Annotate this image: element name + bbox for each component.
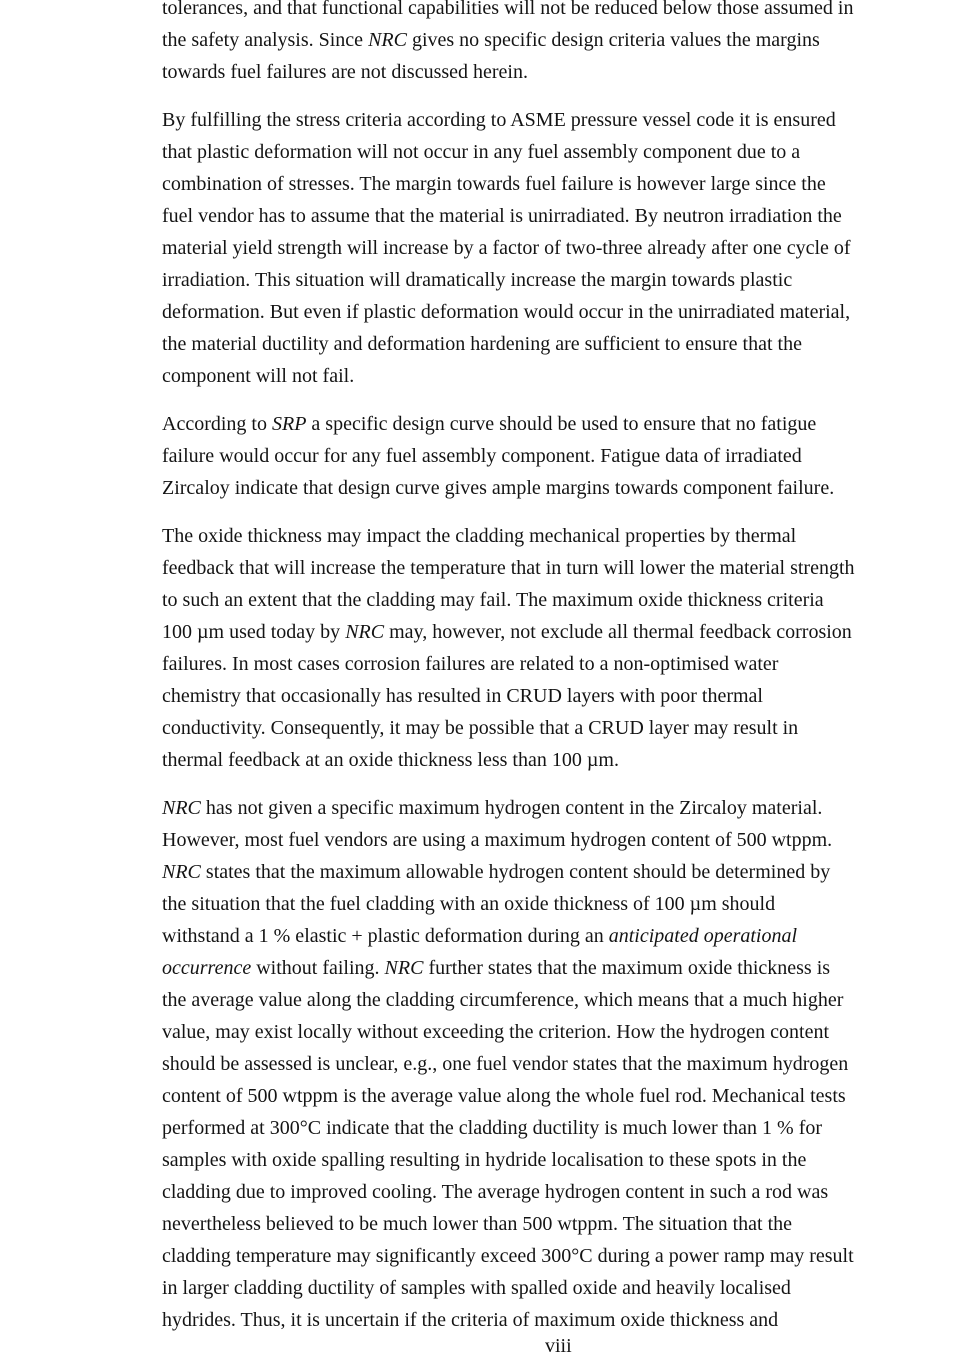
text-segment: conductivity. Consequently, it may be possible that a CRUD layer may result in <box>162 717 799 739</box>
text-line <box>162 24 960 56</box>
text-line <box>162 408 960 440</box>
text-segment: may, however, not exclude all thermal feedback corrosion <box>384 621 852 643</box>
text-segment: hydrides. Thus, it is uncertain if the criteria of maximum oxide thickness and <box>162 1309 779 1331</box>
text-line <box>162 0 960 24</box>
paragraph <box>162 792 960 1336</box>
paragraph <box>162 104 960 392</box>
text-segment: the safety analysis. Since <box>162 29 369 51</box>
text-line <box>162 984 960 1016</box>
text-segment: cladding temperature may significantly exceed 300°C during a power ramp may result <box>162 1245 854 1267</box>
text-segment: According to <box>162 413 272 435</box>
text-segment: samples with oxide spalling resulting in hydride localisation to these spots in the <box>162 1149 807 1171</box>
text-segment: withstand a 1 % elastic + plastic deformation during an <box>162 925 609 947</box>
text-line <box>162 328 960 360</box>
text-line <box>162 1112 960 1144</box>
text-line <box>162 856 960 888</box>
text-line <box>162 136 960 168</box>
text-segment: value, may exist locally without exceeding the criterion. How the hydrogen content <box>162 1021 830 1043</box>
text-line <box>162 952 960 984</box>
text-line <box>162 1048 960 1080</box>
text-segment: 100 µm used today by <box>162 621 346 643</box>
text-segment: irradiation. This situation will dramatically increase the margin towards plastic <box>162 269 793 291</box>
paragraph <box>162 408 960 504</box>
text-segment: in larger cladding ductility of samples with spalled oxide and heavily localised <box>162 1277 791 1299</box>
text-segment: content of 500 wtppm is the average value along the whole fuel rod. Mechanical tests <box>162 1085 846 1107</box>
text-segment: deformation. But even if plastic deformation would occur in the unirradiated material, <box>162 301 851 323</box>
text-line <box>162 1208 960 1240</box>
text-line <box>162 552 960 584</box>
text-line <box>162 824 960 856</box>
text-line <box>162 168 960 200</box>
text-segment: failure would occur for any fuel assembly component. Fatigue data of irradiated <box>162 445 802 467</box>
text-line <box>162 1016 960 1048</box>
text-line <box>162 1272 960 1304</box>
text-segment: the average value along the cladding circumference, which means that a much higher <box>162 989 844 1011</box>
text-line <box>162 584 960 616</box>
text-line <box>162 888 960 920</box>
text-line <box>162 680 960 712</box>
text-line <box>162 712 960 744</box>
text-segment: the situation that the fuel cladding with an oxide thickness of 100 µm should <box>162 893 776 915</box>
italic-text: NRC <box>162 797 201 819</box>
text-line <box>162 1080 960 1112</box>
italic-text: SRP <box>271 413 307 435</box>
text-line <box>162 648 960 680</box>
text-segment: chemistry that occasionally has resulted in CRUD layers with poor thermal <box>162 685 763 707</box>
text-segment: a specific design curve should be used to ensure that no fatigue <box>306 413 817 435</box>
text-segment: further states that the maximum oxide thickness is <box>423 957 831 979</box>
text-segment: without failing. <box>251 957 385 979</box>
text-segment: gives no specific design criteria values the margins <box>406 29 820 51</box>
text-segment: feedback that will increase the temperature that in turn will lower the material strength <box>162 557 855 579</box>
text-segment: states that the maximum allowable hydrogen content should be determined by <box>200 861 831 883</box>
text-line <box>162 1304 960 1336</box>
text-line <box>162 296 960 328</box>
text-segment: performed at 300°C indicate that the cladding ductility is much lower than 1 % for <box>162 1117 823 1139</box>
text-segment: combination of stresses. The margin towards fuel failure is however large since the <box>162 173 826 195</box>
text-segment: By fulfilling the stress criteria according to ASME pressure vessel code it is ensured <box>162 109 836 131</box>
document-body <box>162 0 960 1352</box>
text-segment: cladding due to improved cooling. The average hydrogen content in such a rod was <box>162 1181 829 1203</box>
italic-text: NRC <box>368 29 407 51</box>
text-segment: The oxide thickness may impact the cladding mechanical properties by thermal <box>162 525 797 547</box>
italic-text: occurrence <box>162 957 252 979</box>
text-line <box>162 104 960 136</box>
text-segment: fuel vendor has to assume that the material is unirradiated. By neutron irradiation the <box>162 205 842 227</box>
text-line <box>162 360 960 392</box>
text-segment: Zircaloy indicate that design curve gives ample margins towards component failure. <box>162 477 835 499</box>
italic-text: NRC <box>384 957 424 979</box>
text-segment: to such an extent that the cladding may fail. The maximum oxide thickness criteria <box>162 589 824 611</box>
text-segment: the material ductility and deformation hardening are sufficient to ensure that the <box>162 333 802 355</box>
text-line <box>162 56 960 88</box>
text-line <box>162 472 960 504</box>
text-segment: material yield strength will increase by a factor of two-three already after one cycle of <box>162 237 851 259</box>
text-line <box>162 792 960 824</box>
paragraph <box>162 0 960 88</box>
text-line <box>162 616 960 648</box>
paragraph <box>162 520 960 776</box>
text-line <box>162 1144 960 1176</box>
text-segment: However, most fuel vendors are using a maximum hydrogen content of 500 wtppm. <box>162 829 833 851</box>
text-segment: tolerances, and that functional capabilities will not be reduced below those assumed in <box>162 0 854 19</box>
italic-text: anticipated operational <box>608 925 798 947</box>
text-line <box>162 440 960 472</box>
text-line <box>162 232 960 264</box>
text-segment: towards fuel failures are not discussed herein. <box>162 61 528 83</box>
text-segment: should be assessed is unclear, e.g., one fuel vendor states that the maximum hydrogen <box>162 1053 849 1075</box>
text-line <box>162 1240 960 1272</box>
text-line <box>162 1176 960 1208</box>
italic-text: NRC <box>162 861 201 883</box>
text-segment: that plastic deformation will not occur in any fuel assembly component due to a <box>162 141 801 163</box>
text-line <box>162 200 960 232</box>
page-number: viii <box>545 1335 572 1357</box>
text-segment: nevertheless believed to be much lower than 500 wtppm. The situation that the <box>162 1213 793 1235</box>
text-segment: has not given a specific maximum hydrogen content in the Zircaloy material. <box>200 797 823 819</box>
text-segment: component will not fail. <box>162 365 355 387</box>
text-segment: failures. In most cases corrosion failures are related to a non-optimised water <box>162 653 779 675</box>
text-line <box>162 744 960 776</box>
italic-text: NRC <box>345 621 385 643</box>
text-segment: thermal feedback at an oxide thickness less than 100 µm. <box>162 749 619 771</box>
text-line <box>162 520 960 552</box>
text-line <box>162 920 960 952</box>
text-line <box>162 264 960 296</box>
